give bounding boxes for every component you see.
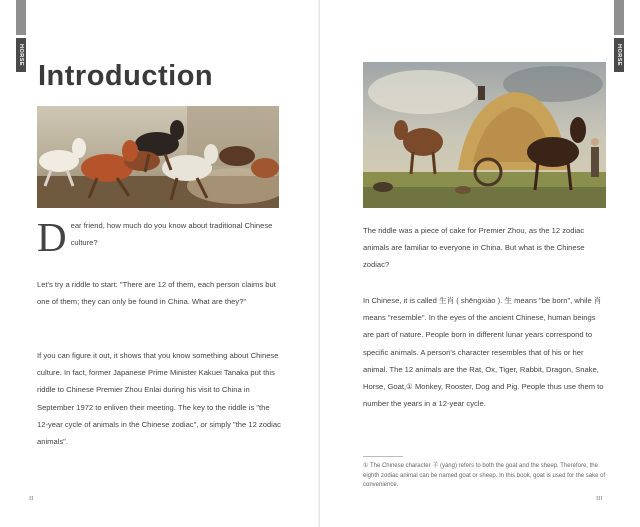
intro-paragraph-1: [37, 214, 282, 260]
tab-label: HORSE: [614, 38, 624, 72]
galloping-horses-painting: [37, 106, 279, 208]
right-paragraph-2: In Chinese, it is called 生肖 ( shēngxiào ). 生 means "be born", while 肖 means "resemble". In the eyes of the ancient Chinese, human beings are part of nature. People born in different lunar years correspond to specific animals. A person's character resembles that of his or her animal. The 12 animals are the Rat, Ox, Tiger, Rabbit, Dragon, Snake, Horse, Goat,① Monkey, Rooster, Dog and Pig. People thus use them to number the years in a 12-year cycle.: [363, 296, 604, 409]
intro-paragraph-3: If you can figure it out, it shows that you know something about Chinese culture. In fact, former Japanese Prime Minister Kakuei Tanaka put this riddle to Chinese Premier Zhou Enlai during his visit to China in September 1972 to enliven their meeting. The key to the riddle is "the 12-year cycle of animals in the Chinese zodiac", or simply "the 12 zodiac animals".: [37, 351, 281, 447]
right-paragraph-1: The riddle was a piece of cake for Premier Zhou, as the 12 zodiac animals are familiar to everyone in China. But what is the Chinese zodiac?: [363, 226, 585, 270]
drop-cap: D: [37, 214, 67, 260]
intro-paragraph-2: Let's try a riddle to start: "There are 12 of them, each person claims but one of them; they can only be found in China. What are they?": [37, 280, 276, 307]
page-number-right: III: [596, 495, 603, 502]
section-tab-left: [16, 0, 26, 75]
page-title: Introduction: [38, 60, 214, 92]
tab-bar: [16, 0, 26, 35]
section-tab-right: [614, 0, 624, 75]
tab-label: HORSE: [16, 38, 26, 72]
tab-bar: [614, 0, 624, 35]
paragraph-text: ear friend, how much do you know about traditional Chinese culture?: [70, 221, 273, 248]
page-number-left: II: [29, 495, 34, 502]
footnote-divider: [363, 456, 403, 457]
harvest-horses-painting: [363, 62, 606, 208]
footnote: ① The Chinese character 羊 (yáng) refers to both the goat and the sheep. Therefore, the eighth zodiac animal can be named goat or sheep. In this book, goat is used for the sake of convenience.: [363, 463, 606, 488]
